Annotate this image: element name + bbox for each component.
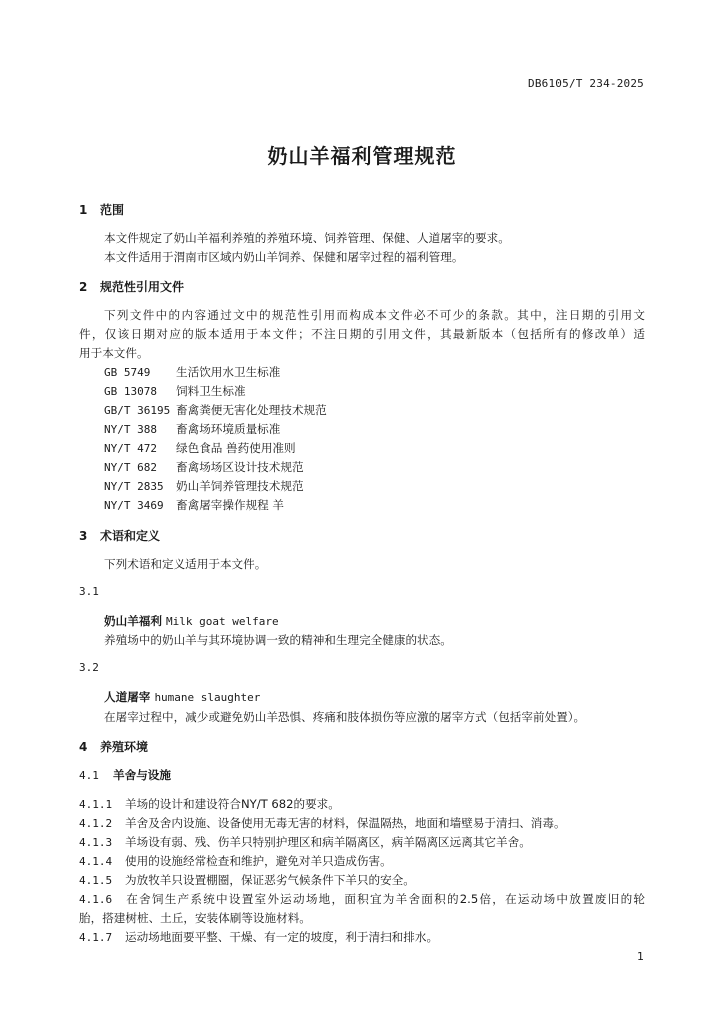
- document-title: 奶山羊福利管理规范: [267, 144, 457, 168]
- clause: 4.1.5 为放牧羊只设置棚圈，保证恶劣气候条件下羊只的安全。: [79, 873, 415, 887]
- clause: 4.1.3 羊场设有弱、残、伤羊只特别护理区和病羊隔离区，病羊隔离区远离其它羊舍。: [79, 835, 531, 849]
- paragraph-continued: 用于本文件。: [79, 346, 149, 360]
- clause: 4.1.4 使用的设施经常检查和维护，避免对羊只造成伤害。: [79, 854, 392, 868]
- paragraph-continued: 件，仅该日期对应的版本适用于本文件；不注日期的引用文件，其最新版本（包括所有的修改单）适: [79, 327, 645, 341]
- clause: 4.1.7 运动场地面要平整、干燥、有一定的坡度，利于清扫和排水。: [79, 930, 439, 944]
- reference-item: GB 5749 生活饮用水卫生标准: [104, 365, 281, 379]
- section-heading: 3 术语和定义: [79, 529, 161, 543]
- section-heading: 1 范围: [79, 203, 125, 217]
- term-number: 3.2: [79, 661, 99, 674]
- clause: 4.1.1 羊场的设计和建设符合NY/T 682的要求。: [79, 797, 340, 811]
- term-definition: 养殖场中的奶山羊与其环境协调一致的精神和生理完全健康的状态。: [104, 633, 452, 647]
- reference-item: NY/T 3469 畜禽屠宰操作规程 羊: [104, 498, 285, 512]
- reference-item: NY/T 388 畜禽场环境质量标准: [104, 422, 281, 436]
- term-definition: 在屠宰过程中，减少或避免奶山羊恐惧、疼痛和肢体损伤等应激的屠宰方式（包括宰前处置）。: [104, 710, 586, 724]
- reference-item: GB/T 36195 畜禽粪便无害化处理技术规范: [104, 403, 327, 417]
- standard-number: DB6105/T 234-2025: [528, 77, 644, 90]
- paragraph: 本文件规定了奶山羊福利养殖的养殖环境、饲养管理、保健、人道屠宰的要求。: [104, 231, 510, 245]
- reference-item: NY/T 682 畜禽场场区设计技术规范: [104, 460, 304, 474]
- paragraph: 下列术语和定义适用于本文件。: [104, 557, 267, 571]
- term-number: 3.1: [79, 585, 99, 598]
- reference-item: NY/T 2835 奶山羊饲养管理技术规范: [104, 479, 304, 493]
- clause-continued: 胎，搭建树桩、土丘，安装体刷等设施材料。: [79, 911, 311, 925]
- section-heading: 4 养殖环境: [79, 740, 149, 754]
- clause: 4.1.2 羊舍及舍内设施、设备使用无毒无害的材料，保温隔热，地面和墙壁易于清扫、消毒。: [79, 816, 566, 830]
- page-number: 1: [637, 950, 644, 963]
- section-heading: 2 规范性引用文件: [79, 280, 185, 294]
- subsection-heading: 4.1 羊舍与设施: [79, 768, 171, 782]
- paragraph: 本文件适用于渭南市区域内奶山羊饲养、保健和屠宰过程的福利管理。: [104, 250, 464, 264]
- reference-item: NY/T 472 绿色食品 兽药使用准则: [104, 441, 296, 455]
- paragraph: 下列文件中的内容通过文中的规范性引用而构成本文件必不可少的条款。其中，注日期的引用文: [104, 308, 645, 322]
- term-name: 人道屠宰 humane slaughter: [104, 690, 261, 704]
- reference-item: GB 13078 饲料卫生标准: [104, 384, 246, 398]
- clause: 4.1.6 在舍饲生产系统中设置室外运动场地，面积宜为羊舍面积的2.5倍，在运动场中放置废旧的轮: [79, 892, 645, 906]
- term-name: 奶山羊福利 Milk goat welfare: [104, 614, 279, 628]
